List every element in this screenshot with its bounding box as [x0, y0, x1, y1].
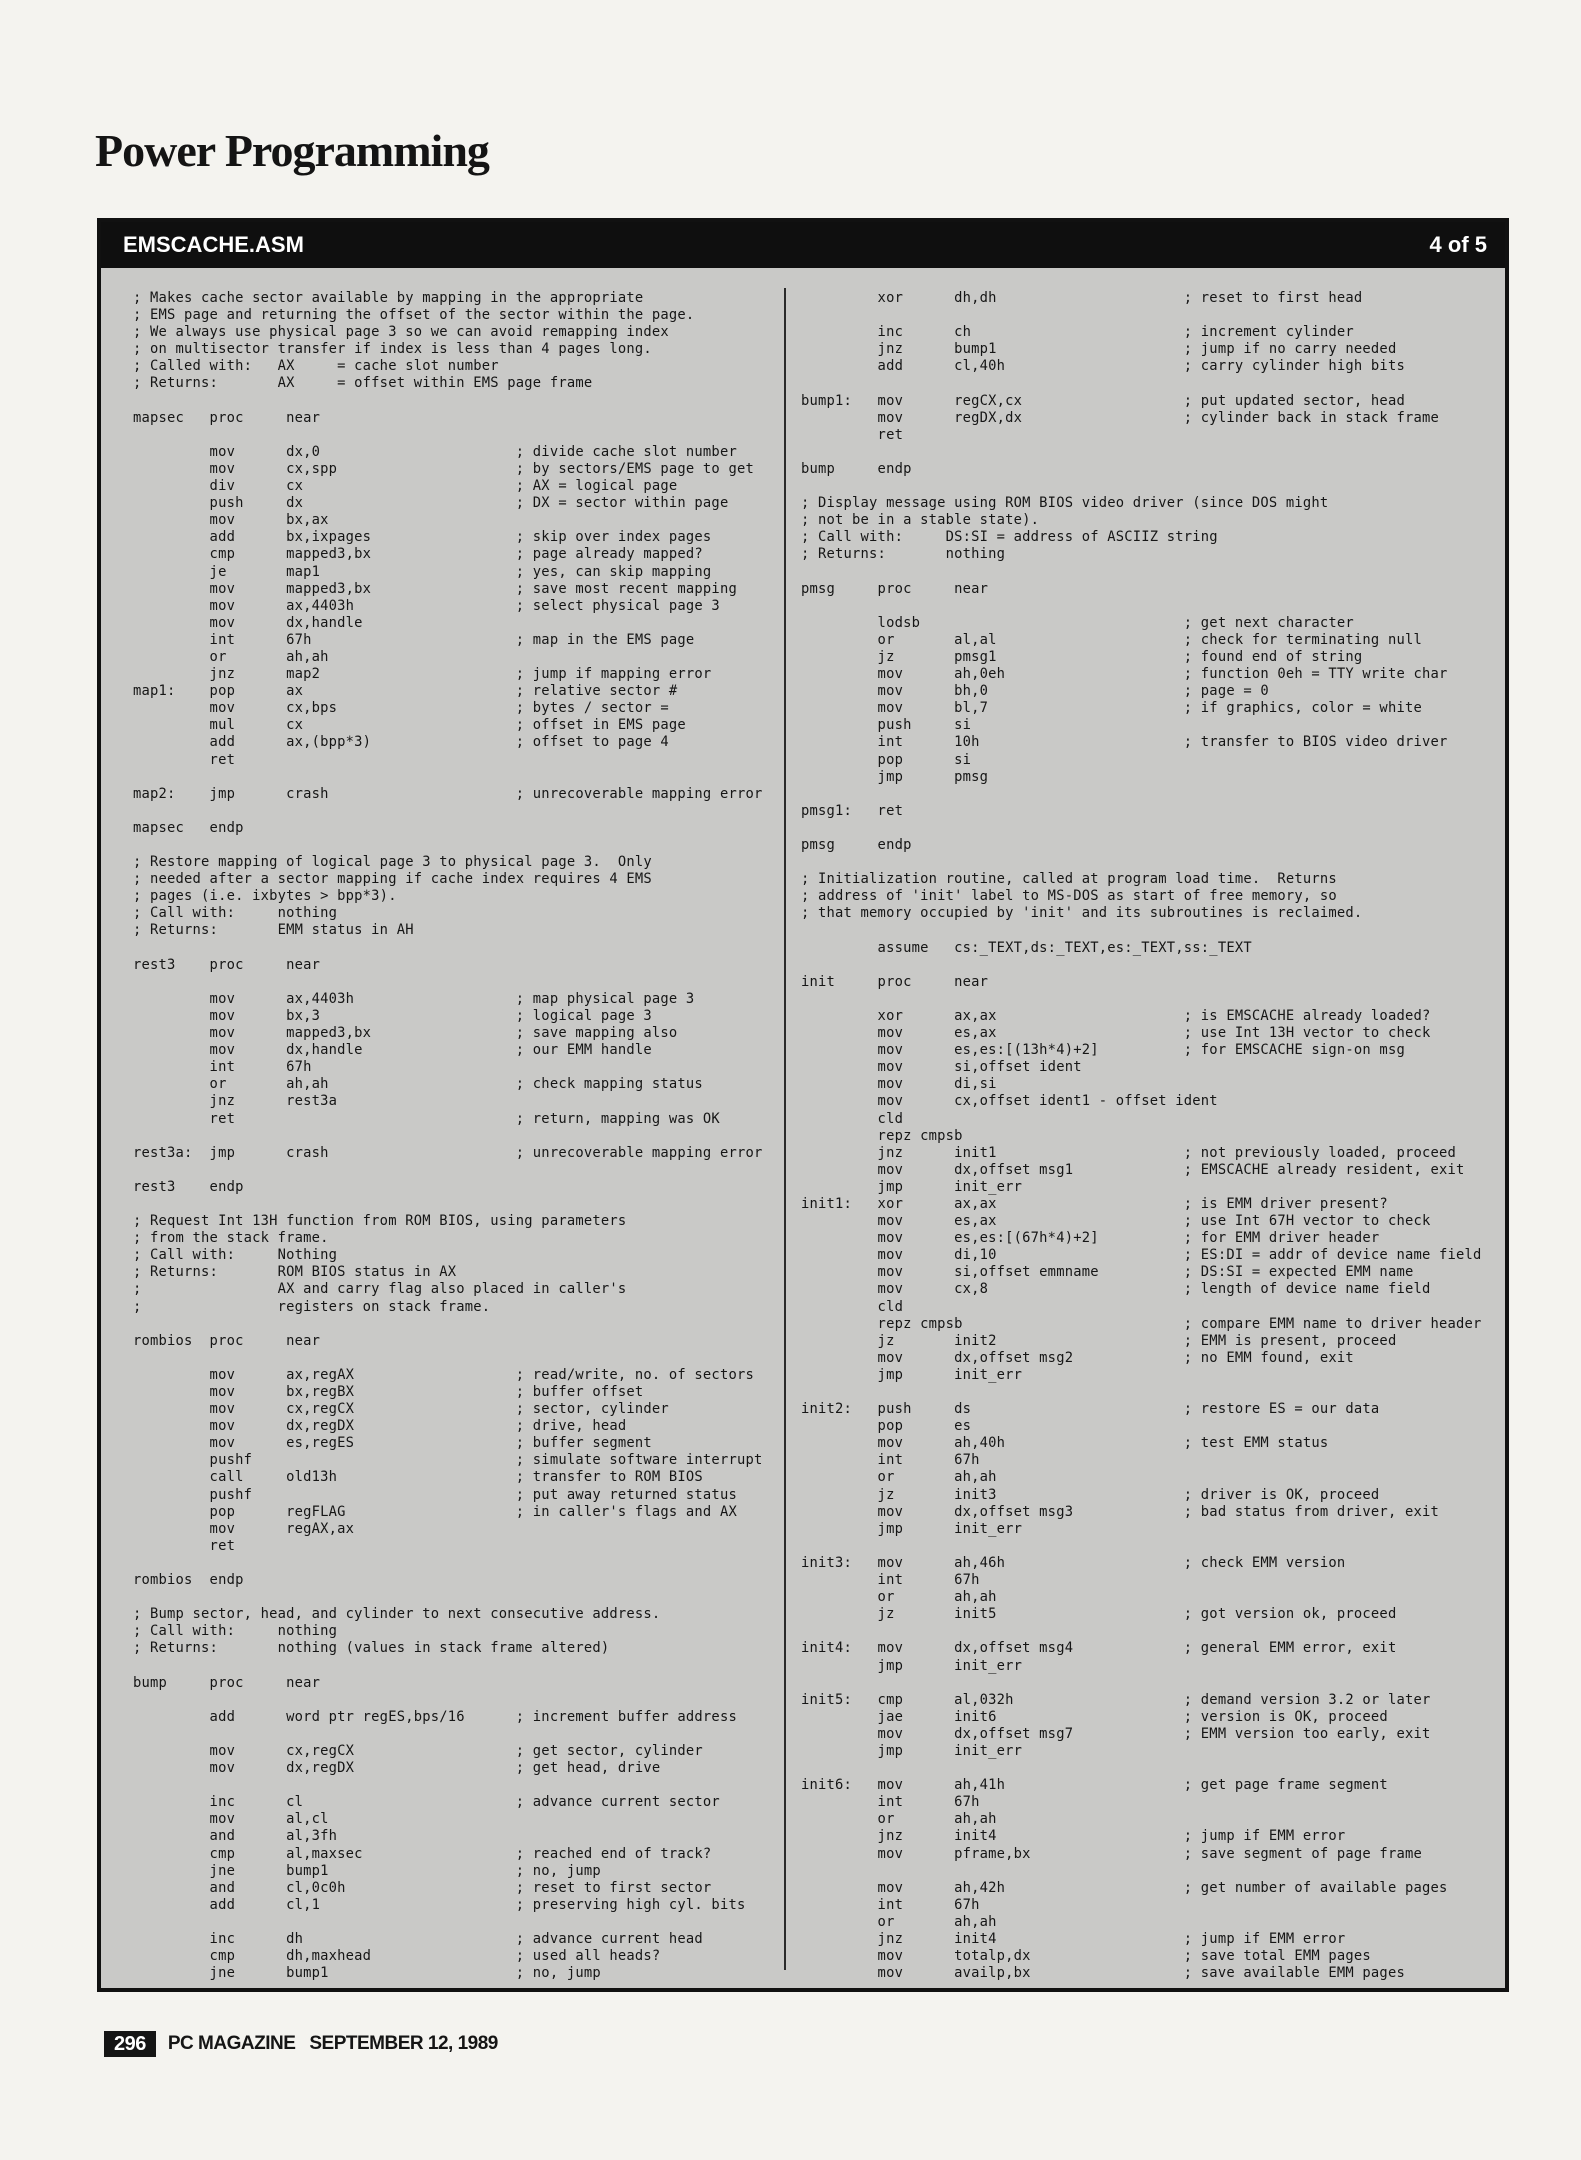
code-listing-left: ; Makes cache sector available by mapping in the appropriate ; EMS page and returning the offset of the sector within the page. ; We always use physical page 3 so we can avoid remapping index ; on multisector transfer if index is less than 4 pages long. ; Called with: AX = cache slot number ; Returns: AX = offset within EMS page frame mapsec proc near mov dx,0 ; divide cache slot number mov cx,spp ; by sectors/EMS page to get div cx ; AX = logical page push dx ; DX = sector within page mov bx,ax add bx,ixpages ; skip over index pages cmp mapped3,bx ; page already mapped? je map1 ; yes, can skip mapping mov mapped3,bx ; save most recent mapping mov ax,4403h ; select physical page 3 mov dx,handle int 67h ; map in the EMS page or ah,ah jnz map2 ; jump if mapping error map1: pop ax ; relative sector # mov cx,bps ; bytes / sector = mul cx ; offset in EMS page add ax,(bpp*3) ; offset to page 4 ret map2: jmp crash ; unrecoverable mapping error mapsec endp ; Restore mapping of logical page 3 to physical page 3. Only ; needed after a sector mapping if cache index requires 4 EMS ; pages (i.e. ixbytes > bpp*3). ; Call with: nothing ; Returns: EMM status in AH rest3 proc near mov ax,4403h ; map physical page 3 mov bx,3 ; logical page 3 mov mapped3,bx ; save mapping also mov dx,handle ; our EMM handle int 67h or ah,ah ; check mapping status jnz rest3a ret ; return, mapping was OK rest3a: jmp crash ; unrecoverable mapping error rest3 endp ; Request Int 13H function from ROM BIOS, using parameters ; from the stack frame. ; Call with: Nothing ; Returns: ROM BIOS status in AX ; AX and carry flag also placed in caller's ; registers on stack frame. rombios proc near mov ax,regAX ; read/write, no. of sectors mov bx,regBX ; buffer offset mov cx,regCX ; sector, cylinder mov dx,regDX ; drive, head mov es,regES ; buffer segment pushf ; simulate software interrupt call old13h ; transfer to ROM BIOS pushf ; put away returned status pop regFLAG ; in caller's flags and AX mov regAX,ax ret rombios endp ; Bump sector, head, and cylinder to next consecutive address. ; Call with: nothing ; Returns: nothing (values in stack frame altered) bump proc near add word ptr regES,bps/16 ; increment buffer address mov cx,regCX ; get sector, cylinder mov dx,regDX ; get head, drive inc cl ; advance current sector mov al,cl and al,3fh cmp al,maxsec ; reached end of track? jne bump1 ; no, jump and cl,0c0h ; reset to first sector add cl,1 ; preserving high cyl. bits inc dh ; advance current head cmp dh,maxhead ; used all heads? jne bump1 ; no, jump	[133, 290, 763, 1982]
publication-name: PC MAGAZINE	[167, 2033, 296, 2054]
listing-header	[101, 222, 1505, 268]
listing-body	[101, 268, 1505, 1988]
page-footer	[104, 2031, 498, 2057]
listing-filename: EMSCACHE.ASM	[123, 232, 304, 257]
code-listing-right: xor dh,dh ; reset to first head inc ch ; increment cylinder jnz bump1 ; jump if no carry needed add cl,40h ; carry cylinder high bits bump1: mov regCX,cx ; put updated sector, head mov regDX,dx ; cylinder back in stack frame ret bump endp ; Display message using ROM BIOS video driver (since DOS might ; not be in a stable state). ; Call with: DS:SI = address of ASCIIZ string ; Returns: nothing pmsg proc near lodsb ; get next character or al,al ; check for terminating null jz pmsg1 ; found end of string mov ah,0eh ; function 0eh = TTY write char mov bh,0 ; page = 0 mov bl,7 ; if graphics, color = white push si int 10h ; transfer to BIOS video driver pop si jmp pmsg pmsg1: ret pmsg endp ; Initialization routine, called at program load time. Returns ; address of 'init' label to MS-DOS as start of free memory, so ; that memory occupied by 'init' and its subroutines is reclaimed. assume cs:_TEXT,ds:_TEXT,es:_TEXT,ss:_TEXT init proc near xor ax,ax ; is EMSCACHE already loaded? mov es,ax ; use Int 13H vector to check mov es,es:[(13h*4)+2] ; for EMSCACHE sign-on msg mov si,offset ident mov di,si mov cx,offset ident1 - offset ident cld repz cmpsb jnz init1 ; not previously loaded, proceed mov dx,offset msg1 ; EMSCACHE already resident, exit jmp init_err init1: xor ax,ax ; is EMM driver present? mov es,ax ; use Int 67H vector to check mov es,es:[(67h*4)+2] ; for EMM driver header mov di,10 ; ES:DI = addr of device name field mov si,offset emmname ; DS:SI = expected EMM name mov cx,8 ; length of device name field cld repz cmpsb ; compare EMM name to driver header jz init2 ; EMM is present, proceed mov dx,offset msg2 ; no EMM found, exit jmp init_err init2: push ds ; restore ES = our data pop es mov ah,40h ; test EMM status int 67h or ah,ah jz init3 ; driver is OK, proceed mov dx,offset msg3 ; bad status from driver, exit jmp init_err init3: mov ah,46h ; check EMM version int 67h or ah,ah jz init5 ; got version ok, proceed init4: mov dx,offset msg4 ; general EMM error, exit jmp init_err init5: cmp al,032h ; demand version 3.2 or later jae init6 ; version is OK, proceed mov dx,offset msg7 ; EMM version too early, exit jmp init_err init6: mov ah,41h ; get page frame segment int 67h or ah,ah jnz init4 ; jump if EMM error mov pframe,bx ; save segment of page frame mov ah,42h ; get number of available pages int 67h or ah,ah jnz init4 ; jump if EMM error mov totalp,dx ; save total EMM pages mov availp,bx ; save available EMM pages	[801, 290, 1482, 1982]
code-listing-box	[97, 218, 1509, 1992]
listing-page-indicator: 4 of 5	[1429, 232, 1487, 257]
page-heading: Power Programming	[95, 125, 489, 176]
code-column-right	[801, 268, 1501, 1988]
column-divider	[784, 288, 786, 1970]
page-number: 296	[104, 2031, 156, 2057]
code-column-left	[133, 268, 863, 1988]
issue-date: SEPTEMBER 12, 1989	[309, 2033, 498, 2054]
